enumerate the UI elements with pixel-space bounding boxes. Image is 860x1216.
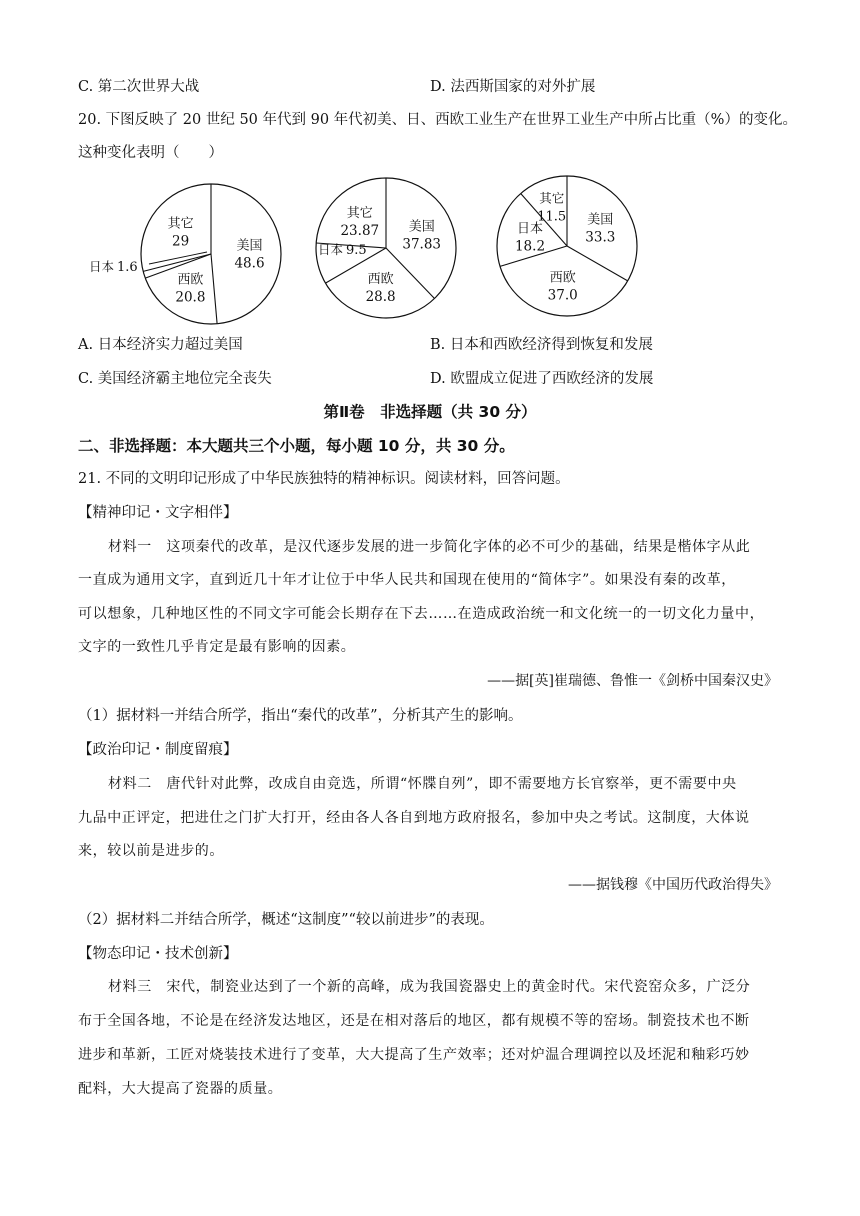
part2-title: 第Ⅱ卷 非选择题（共 30 分） [323, 403, 537, 421]
material2-line1: 材料二 唐代针对此弊，改成自由竞选，所谓“怀牒自列”，即不需要地方长官察举，更不需要中央 [108, 776, 737, 792]
pie-1990-label-weu: 西欧 [549, 270, 576, 286]
material1-line3: 可以想象，几种地区性的不同文字可能会长期存在下去……在造成政治统一和文化统一的一切文化力量中， [78, 606, 765, 622]
q19-option-c: C. 第二次世界大战 [78, 79, 200, 95]
pie-1950-label-weu: 西欧 [177, 272, 204, 288]
pie-1950-label-jp: 日本 [89, 259, 115, 274]
material1-line1: 材料一 这项秦代的改革，是汉代逐步发展的进一步简化字体的必不可少的基础，结果是楷体字从此 [108, 539, 751, 555]
pie-2-slice-boundary-1 [567, 246, 628, 281]
pie-1990-value-jp: 18.2 [514, 238, 546, 255]
pie-1990-label-other: 其它 [539, 190, 565, 206]
pie-1950-label-other: 其它 [167, 216, 194, 232]
pie-1950-label-us: 美国 [236, 238, 263, 254]
pie-chart-1950 [89, 184, 281, 326]
material3-line2: 布于全国各地，不论是在经济发达地区，还是在相对落后的地区，都有规模不等的窑场。制瓷技术也不断 [78, 1013, 750, 1029]
pie-charts-figure [0, 166, 860, 326]
pie-1950-value-us: 48.6 [234, 255, 265, 272]
pie-1990-label-us: 美国 [587, 212, 614, 228]
q21-tag-2: 【政治印记・制度留痕】 [78, 742, 238, 758]
q20-option-c: C. 美国经济霸主地位完全丧失 [78, 371, 272, 387]
pie-1990-value-us: 33.3 [585, 229, 616, 246]
section-heading: 二、非选择题：本大题共三个小题，每小题 10 分，共 30 分。 [78, 437, 515, 455]
q20-stem-line2: 这种变化表明（ ） [78, 145, 223, 161]
material3-line3: 进步和革新，工匠对烧装技术进行了变革，大大提高了生产效率；还对炉温合理调控以及坯泥和釉彩巧妙 [78, 1047, 750, 1063]
material3-line4: 配料，大大提高了瓷器的质量。 [78, 1081, 283, 1097]
pie-1950-value-other: 29 [172, 233, 190, 250]
q20-option-d: D. 欧盟成立促进了西欧经济的发展 [430, 371, 654, 387]
material1-line4: 文字的一致性几乎肯定是最有影响的因素。 [78, 639, 356, 655]
pie-1990-label-jp: 日本 [516, 221, 544, 237]
pie-1970-label-weu: 西欧 [367, 272, 394, 288]
material2-line2: 九品中正评定，把进仕之门扩大打开，经由各人各自到地方政府报名，参加中央之考试。这制度，大体说 [78, 810, 750, 826]
material2-line3: 来，较以前是进步的。 [78, 843, 224, 859]
q21-tag-1: 【精神印记・文字相伴】 [78, 505, 238, 521]
pie-0-slice-boundary-1 [211, 254, 217, 324]
q20-option-b: B. 日本和西欧经济得到恢复和发展 [430, 337, 653, 353]
pie-1990-value-other: 11.5 [537, 209, 567, 225]
material3-line1: 材料三 宋代，制瓷业达到了一个新的高峰，成为我国瓷器史上的黄金时代。宋代瓷窑众多，广泛分 [108, 979, 751, 995]
pie-1970-value-weu: 28.8 [365, 289, 396, 306]
pie-1970-label-jp: 日本 [318, 242, 344, 257]
q19-option-d: D. 法西斯国家的对外扩展 [430, 79, 596, 95]
pie-1970-label-other: 其它 [346, 205, 373, 221]
material2-source: ——据钱穆《中国历代政治得失》 [568, 877, 778, 893]
material1-source: ——据[英]崔瑞德、鲁惟一《剑桥中国秦汉史》 [487, 673, 778, 689]
pie-1950-value-jp: 1.6 [117, 260, 138, 275]
q20-stem-line1: 20. 下图反映了 20 世纪 50 年代到 90 年代初美、日、西欧工业生产在世界工业生产中所占比重（%）的变化。 [78, 112, 797, 128]
pie-1970-value-other: 23.87 [340, 222, 380, 239]
q21-sub2: （2）据材料二并结合所学，概述“这制度”“较以前进步”的表现。 [78, 912, 494, 928]
q20-option-a: A. 日本经济实力超过美国 [78, 337, 243, 353]
material1-line2: 一直成为通用文字，直到近几十年才让位于中华人民共和国现在使用的“简体字”。如果没有秦的改革， [78, 572, 736, 588]
pie-1950-value-weu: 20.8 [175, 289, 206, 306]
pie-chart-1990 [497, 176, 637, 326]
pie-1970-value-jp: 9.5 [346, 243, 367, 258]
pie-1990-value-weu: 37.0 [547, 287, 578, 304]
q21-stem: 21. 不同的文明印记形成了中华民族独特的精神标识。阅读材料，回答问题。 [78, 471, 570, 487]
q21-sub1: （1）据材料一并结合所学，指出“秦代的改革”，分析其产生的影响。 [78, 708, 523, 724]
q21-tag-3: 【物态印记・技术创新】 [78, 946, 238, 962]
pie-chart-1970 [316, 178, 456, 326]
pie-1970-label-us: 美国 [408, 219, 435, 235]
pie-1970-value-us: 37.83 [402, 236, 442, 253]
